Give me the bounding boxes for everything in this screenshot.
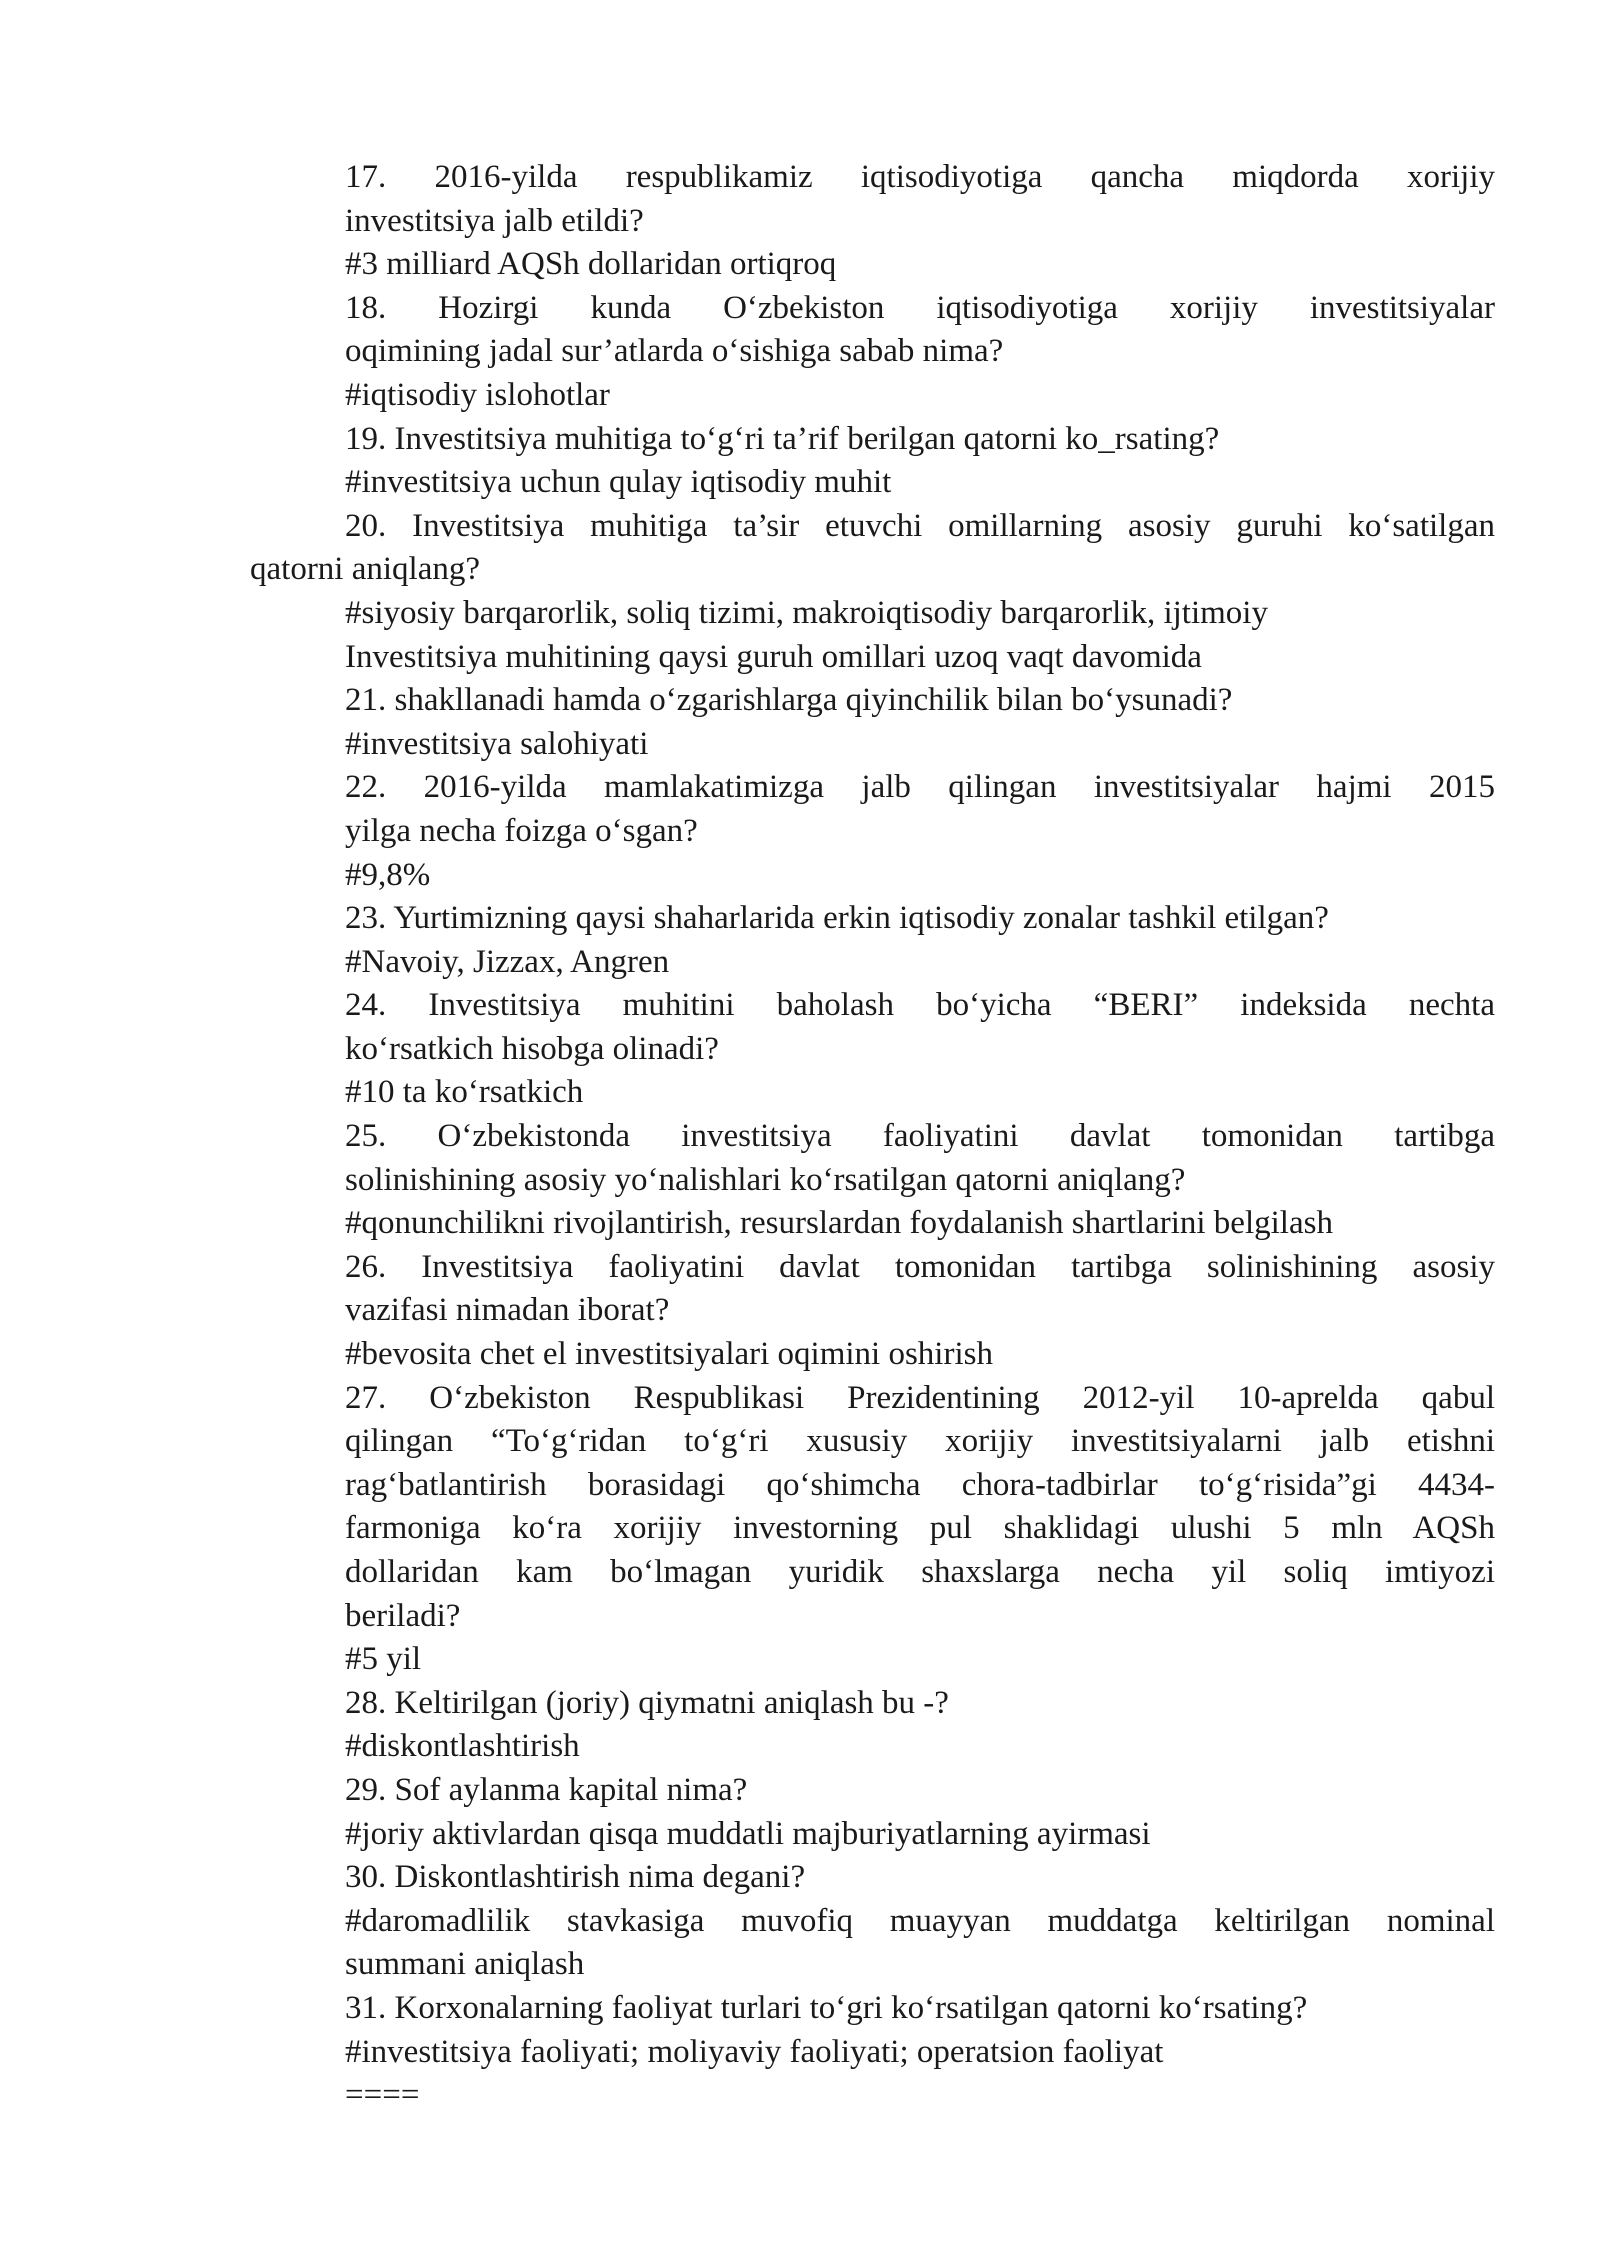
text-line: 23. Yurtimizning qaysi shaharlarida erkin iqtisodiy zonalar tashkil etilgan? [345, 900, 1329, 937]
document-body [250, 156, 1495, 2118]
text-line: #10 ta ko‘rsatkich [345, 1074, 584, 1111]
text-line: rag‘batlantirish borasidagi qo‘shimcha chora-tadbirlar to‘g‘risida”gi 4434- [345, 1466, 1495, 1503]
text-line: oqimining jadal sur’atlarda o‘sishiga sabab nima? [345, 333, 1004, 370]
text-line: 20. Investitsiya muhitiga ta’sir etuvchi omillarning asosiy guruhi ko‘satilgan [345, 507, 1495, 544]
text-line: 18. Hozirgi kunda O‘zbekiston iqtisodiyotiga xorijiy investitsiyalar [345, 289, 1495, 326]
text-line: investitsiya jalb etildi? [345, 202, 644, 239]
text-line: ko‘rsatkich hisobga olinadi? [345, 1030, 719, 1067]
text-line: Investitsiya muhitining qaysi guruh omillari uzoq vaqt davomida [345, 638, 1202, 675]
text-line: #iqtisodiy islohotlar [345, 376, 610, 413]
text-line: 27. O‘zbekiston Respublikasi Prezidentining 2012-yil 10-aprelda qabul [345, 1379, 1495, 1416]
text-line: qilingan “To‘g‘ridan to‘g‘ri xususiy xorijiy investitsiyalarni jalb etishni [345, 1423, 1495, 1460]
text-line: 25. O‘zbekistonda investitsiya faoliyatini davlat tomonidan tartibga [345, 1118, 1495, 1155]
text-line: 22. 2016-yilda mamlakatimizga jalb qilingan investitsiyalar hajmi 2015 [345, 769, 1495, 806]
text-line: 30. Diskontlashtirish nima degani? [345, 1859, 806, 1896]
text-line: yilga necha foizga o‘sgan? [345, 812, 698, 849]
text-line: #daromadlilik stavkasiga muvofiq muayyan muddatga keltirilgan nominal [345, 1902, 1495, 1939]
text-line: 19. Investitsiya muhitiga to‘g‘ri ta’rif berilgan qatorni ko_rsating? [345, 420, 1220, 457]
text-line: ==== [345, 2077, 420, 2114]
text-line: #diskontlashtirish [345, 1728, 580, 1765]
text-line: 31. Korxonalarning faoliyat turlari to‘gri ko‘rsatilgan qatorni ko‘rsating? [345, 1989, 1308, 2026]
text-line: solinishining asosiy yo‘nalishlari ko‘rsatilgan qatorni aniqlang? [345, 1161, 1186, 1198]
text-line: #9,8% [345, 856, 431, 893]
text-line: #investitsiya salohiyati [345, 725, 649, 762]
text-line: #3 milliard AQSh dollaridan ortiqroq [345, 246, 837, 283]
text-line: #bevosita chet el investitsiyalari oqimini oshirish [345, 1336, 993, 1373]
text-line: #Navoiy, Jizzax, Angren [345, 943, 670, 980]
text-line: farmoniga ko‘ra xorijiy investorning pul shaklidagi ulushi 5 mln AQSh [345, 1510, 1495, 1547]
text-line: #qonunchilikni rivojlantirish, resurslardan foydalanish shartlarini belgilash [345, 1205, 1333, 1242]
text-line: #investitsiya faoliyati; moliyaviy faoliyati; operatsion faoliyat [345, 2033, 1164, 2070]
text-line: #joriy aktivlardan qisqa muddatli majburiyatlarning ayirmasi [345, 1815, 1151, 1852]
text-line: beriladi? [345, 1597, 461, 1634]
text-line: dollaridan kam bo‘lmagan yuridik shaxslarga necha yil soliq imtiyozi [345, 1554, 1495, 1590]
text-line: 29. Sof aylanma kapital nima? [345, 1771, 748, 1808]
text-line: vazifasi nimadan iborat? [345, 1292, 670, 1329]
text-line: #investitsiya uchun qulay iqtisodiy muhit [345, 464, 892, 501]
text-line: 21. shakllanadi hamda o‘zgarishlarga qiyinchilik bilan bo‘ysunadi? [345, 682, 1233, 719]
text-line: 17. 2016-yilda respublikamiz iqtisodiyotiga qancha miqdorda xorijiy [345, 159, 1495, 195]
text-line: 28. Keltirilgan (joriy) qiymatni aniqlash bu -? [345, 1684, 949, 1721]
text-line: qatorni aniqlang? [250, 551, 481, 588]
text-line: 24. Investitsiya muhitini baholash bo‘yicha “BERI” indeksida nechta [345, 987, 1495, 1024]
text-line: #5 yil [345, 1641, 422, 1678]
text-line: summani aniqlash [345, 1946, 585, 1983]
text-line: #siyosiy barqarorlik, soliq tizimi, makroiqtisodiy barqarorlik, ijtimoiy [345, 594, 1268, 631]
text-line: 26. Investitsiya faoliyatini davlat tomonidan tartibga solinishining asosiy [345, 1248, 1495, 1285]
